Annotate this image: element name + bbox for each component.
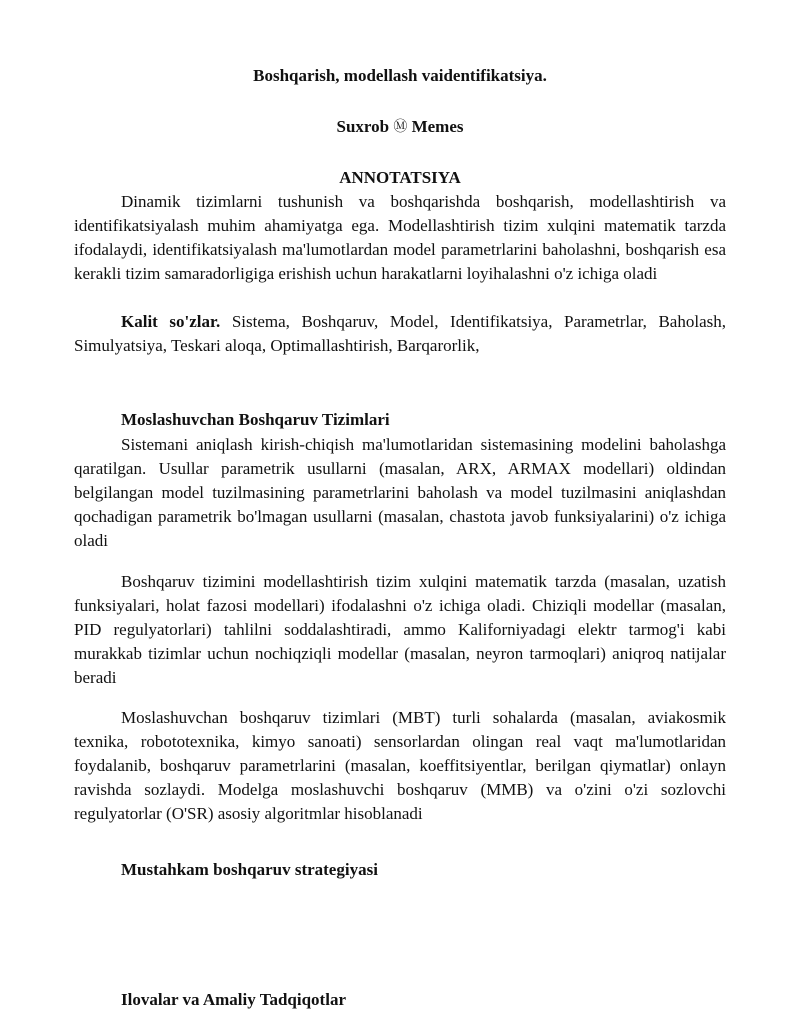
- author-first-name: Suxrob: [336, 117, 390, 136]
- section-heading-adaptive-control: Moslashuvchan Boshqaruv Tizimlari: [121, 410, 390, 429]
- section-heading-applications: Ilovalar va Amaliy Tadqiqotlar: [121, 990, 346, 1009]
- section-paragraph-1: Sistemani aniqlash kirish-chiqish ma'lumotlaridan sistemasining modelini baholashga qaratilgan. Usullar parametrik usullarni (masalan, ARX, ARMAX modellari) oldindan belgilangan model tuzilmasining parametrlarini baholash va model tuzilmasini aniqlashdan qochadigan parametrik bo'lmagan usullarni (masalan, chastota javob funksiyalarini) o'z ichiga oladi: [74, 435, 726, 550]
- author-last-name: Memes: [411, 117, 464, 136]
- author-line: [0, 117, 800, 137]
- author-symbol-icon: Ⓜ: [393, 120, 408, 135]
- section-paragraph-3: Moslashuvchan boshqaruv tizimlari (MBT) turli sohalarda (masalan, aviakosmik texnika, robototexnika, kimyo sanoati) sensorlardan olingan real vaqt ma'lumotlaridan foydalanib, boshqaruv parametrlarini (masalan, koeffitsiyentlar, berilgan qiymatlar) onlayn ravishda sozlaydi. Modelga moslashuvchi boshqaruv (MMB) va o'zini o'zi sozlovchi regulyatorlar (O'SR) asosiy algoritmlar hisoblanadi: [74, 708, 726, 823]
- abstract-text: Dinamik tizimlarni tushunish va boshqarishda boshqarish, modellashtirish va identifikatsiyalash muhim ahamiyatga ega. Modellashtirish tizim xulqini matematik tarzda ifodalaydi, identifikatsiyalash ma'lumotlardan model parametrlarini baholashni, boshqarish esa kerakli tizim samaradorligiga erishish uchun harakatlarni loyihalashni o'z ichiga oladi: [74, 192, 726, 283]
- keywords-paragraph: [74, 310, 726, 358]
- paper-title: Boshqarish, modellash vaidentifikatsiya.: [253, 66, 547, 85]
- keywords-text: Sistema, Boshqaruv, Model, Identifikatsiya, Parametrlar, Baholash, Simulyatsiya, Teskari aloqa, Optimallashtirish, Barqarorlik,: [74, 312, 726, 355]
- abstract-heading: ANNOTATSIYA: [339, 168, 461, 187]
- section-heading-robust-control: Mustahkam boshqaruv strategiyasi: [121, 860, 378, 879]
- keywords-label: Kalit so'zlar.: [121, 312, 221, 331]
- section-paragraph-2: Boshqaruv tizimini modellashtirish tizim xulqini matematik tarzda (masalan, uzatish funksiyalari, holat fazosi modellari) ifodalashni o'z ichiga oladi. Chiziqli modellar (masalan, PID regulyatorlari) tahlilni soddalashtiradi, ammo Kaliforniyadagi elektr tarmog'i kabi murakkab tizimlar uchun nochiqziqli modellar (masalan, neyron tarmoqlari) aniqroq natijalar beradi: [74, 572, 726, 687]
